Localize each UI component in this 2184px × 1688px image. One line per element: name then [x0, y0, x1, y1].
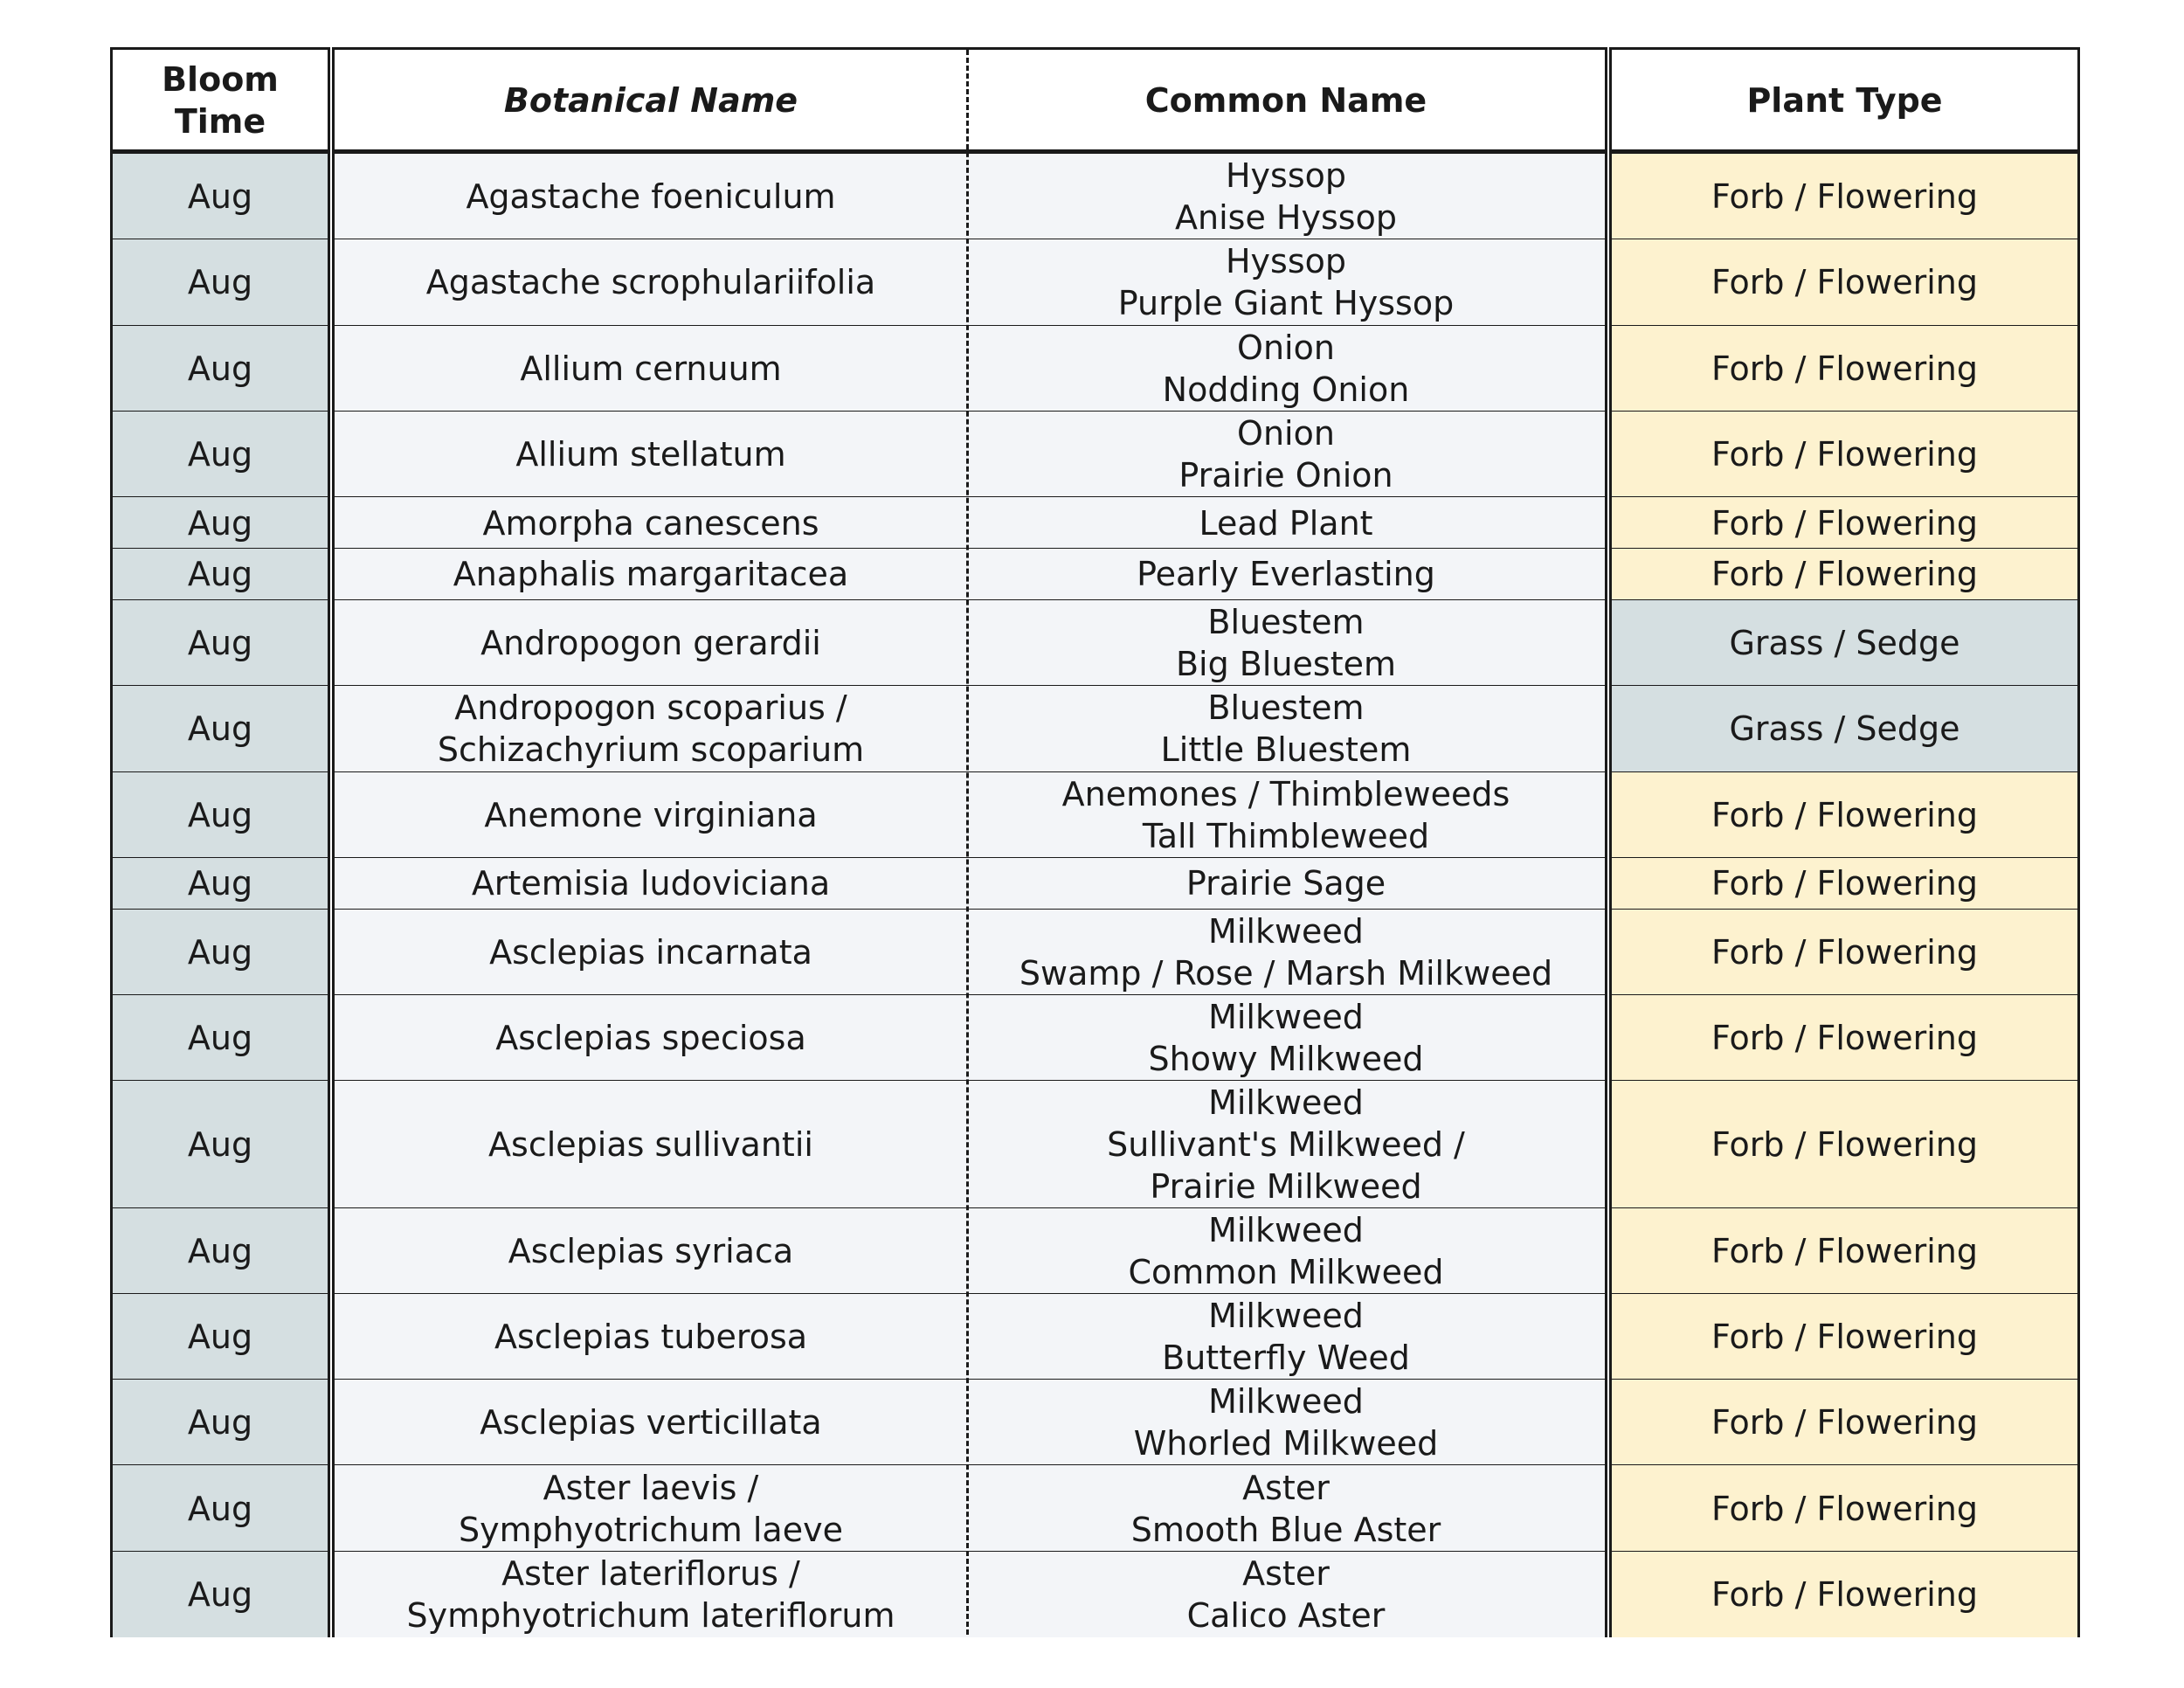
column-separator: [966, 50, 969, 1635]
common-name-cell: Anemones / Thimbleweeds Tall Thimbleweed: [967, 772, 1605, 858]
header-bloom-time: Bloom Time: [113, 50, 328, 151]
common-name-cell: Milkweed Sullivant's Milkweed / Prairie Milkweed: [967, 1081, 1605, 1207]
bloom-time-cell: Aug: [113, 910, 328, 995]
common-name-cell: Milkweed Showy Milkweed: [967, 995, 1605, 1081]
botanical-name-cell: Amorpha canescens: [335, 497, 967, 549]
plant-type-cell: Forb / Flowering: [1612, 1380, 2077, 1465]
bloom-time-cell: Aug: [113, 326, 328, 412]
header-plant-type: Plant Type: [1612, 50, 2077, 151]
plant-type-cell: Forb / Flowering: [1612, 1081, 2077, 1207]
plant-type-cell: Forb / Flowering: [1612, 1465, 2077, 1551]
plant-type-cell: Forb / Flowering: [1612, 154, 2077, 239]
bloom-time-cell: Aug: [113, 686, 328, 771]
bloom-time-cell: Aug: [113, 995, 328, 1081]
plant-type-cell: Forb / Flowering: [1612, 910, 2077, 995]
bloom-time-cell: Aug: [113, 1380, 328, 1465]
botanical-name-cell: Asclepias incarnata: [335, 910, 967, 995]
common-name-cell: Milkweed Whorled Milkweed: [967, 1380, 1605, 1465]
plant-type-cell: Forb / Flowering: [1612, 1552, 2077, 1637]
common-name-cell: Milkweed Butterfly Weed: [967, 1294, 1605, 1380]
botanical-name-cell: Asclepias speciosa: [335, 995, 967, 1081]
botanical-name-cell: Aster lateriflorus / Symphyotrichum lateriflorum: [335, 1552, 967, 1637]
botanical-name-cell: Agastache scrophulariifolia: [335, 239, 967, 325]
common-name-cell: Aster Smooth Blue Aster: [967, 1465, 1605, 1551]
bloom-time-cell: Aug: [113, 549, 328, 600]
bloom-time-cell: Aug: [113, 154, 328, 239]
botanical-name-cell: Artemisia ludoviciana: [335, 858, 967, 910]
plant-type-cell: Grass / Sedge: [1612, 600, 2077, 686]
plant-type-cell: Forb / Flowering: [1612, 239, 2077, 325]
common-name-cell: Milkweed Common Milkweed: [967, 1208, 1605, 1294]
header-common-name: Common Name: [967, 50, 1605, 151]
bloom-time-column: [110, 47, 330, 1637]
bloom-time-cell: Aug: [113, 1208, 328, 1294]
plant-type-cell: Forb / Flowering: [1612, 1294, 2077, 1380]
common-name-cell: Aster Calico Aster: [967, 1552, 1605, 1637]
botanical-name-cell: Allium cernuum: [335, 326, 967, 412]
common-name-cell: Hyssop Purple Giant Hyssop: [967, 239, 1605, 325]
botanical-name-cell: Asclepias verticillata: [335, 1380, 967, 1465]
botanical-name-cell: Aster laevis / Symphyotrichum laeve: [335, 1465, 967, 1551]
plant-type-cell: Forb / Flowering: [1612, 772, 2077, 858]
botanical-name-cell: Asclepias syriaca: [335, 1208, 967, 1294]
bloom-time-cell: Aug: [113, 772, 328, 858]
common-name-cell: Bluestem Little Bluestem: [967, 686, 1605, 771]
header-botanical-name: Botanical Name: [335, 50, 967, 151]
bloom-time-cell: Aug: [113, 412, 328, 497]
common-name-cell: Milkweed Swamp / Rose / Marsh Milkweed: [967, 910, 1605, 995]
plant-type-cell: Grass / Sedge: [1612, 686, 2077, 771]
plant-type-column: [1609, 47, 2080, 1637]
common-name-cell: Hyssop Anise Hyssop: [967, 154, 1605, 239]
botanical-name-cell: Asclepias tuberosa: [335, 1294, 967, 1380]
botanical-name-cell: Andropogon scoparius / Schizachyrium scoparium: [335, 686, 967, 771]
plant-type-cell: Forb / Flowering: [1612, 326, 2077, 412]
botanical-name-cell: Agastache foeniculum: [335, 154, 967, 239]
bloom-time-cell: Aug: [113, 858, 328, 910]
bloom-time-cell: Aug: [113, 497, 328, 549]
plant-type-cell: Forb / Flowering: [1612, 549, 2077, 600]
botanical-name-cell: Anaphalis margaritacea: [335, 549, 967, 600]
plant-type-cell: Forb / Flowering: [1612, 995, 2077, 1081]
botanical-name-cell: Allium stellatum: [335, 412, 967, 497]
bloom-time-cell: Aug: [113, 1081, 328, 1207]
plant-type-cell: Forb / Flowering: [1612, 1208, 2077, 1294]
common-name-cell: Onion Prairie Onion: [967, 412, 1605, 497]
bloom-time-cell: Aug: [113, 239, 328, 325]
botanical-name-cell: Andropogon gerardii: [335, 600, 967, 686]
plant-type-cell: Forb / Flowering: [1612, 858, 2077, 910]
common-name-cell: Bluestem Big Bluestem: [967, 600, 1605, 686]
common-name-cell: Prairie Sage: [967, 858, 1605, 910]
botanical-name-cell: Anemone virginiana: [335, 772, 967, 858]
bloom-time-cell: Aug: [113, 1552, 328, 1637]
plant-type-cell: Forb / Flowering: [1612, 497, 2077, 549]
bloom-time-cell: Aug: [113, 600, 328, 686]
common-name-cell: Lead Plant: [967, 497, 1605, 549]
common-name-cell: Pearly Everlasting: [967, 549, 1605, 600]
plant-type-cell: Forb / Flowering: [1612, 412, 2077, 497]
bloom-time-cell: Aug: [113, 1465, 328, 1551]
name-columns: [332, 47, 1607, 1637]
common-name-cell: Onion Nodding Onion: [967, 326, 1605, 412]
bloom-time-cell: Aug: [113, 1294, 328, 1380]
botanical-name-cell: Asclepias sullivantii: [335, 1081, 967, 1207]
